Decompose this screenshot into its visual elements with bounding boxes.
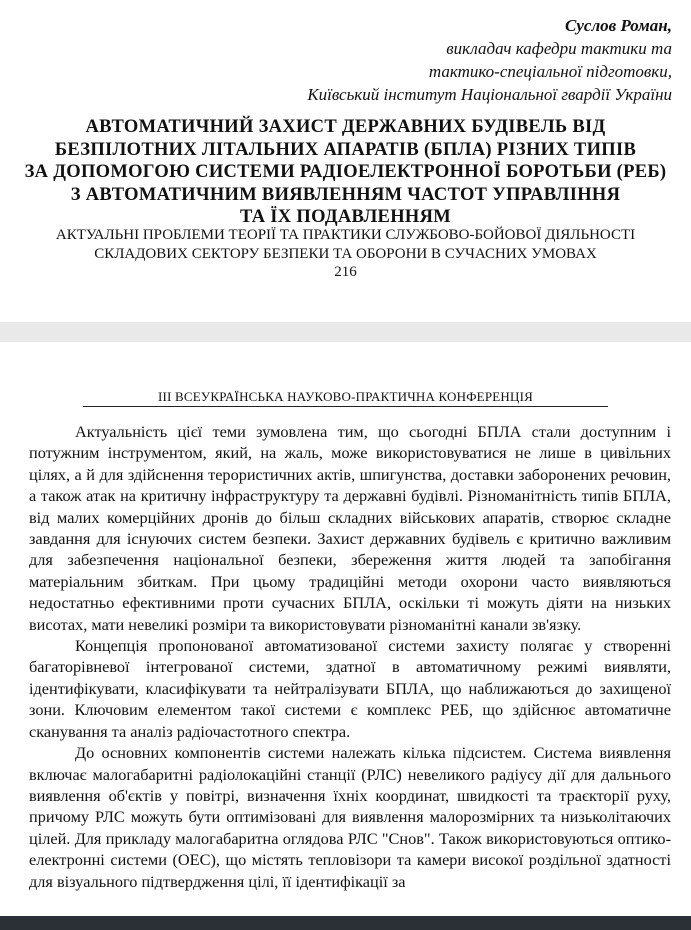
author-position-line-2: тактико-спеціальної підготовки, <box>428 62 672 81</box>
running-head: ІІІ ВСЕУКРАЇНСЬКА НАУКОВО-ПРАКТИЧНА КОНФЕРЕНЦІЯ <box>158 389 533 404</box>
author-institution: Київський інститут Національної гвардії України <box>307 85 672 104</box>
article-title <box>20 116 671 229</box>
author-block <box>307 14 672 106</box>
page-separator <box>0 322 691 342</box>
paragraph: Актуальність цієї теми зумовлена тим, що сьогодні БПЛА стали доступним і потужним інструментом, який, на жаль, може використовуватися не лише в цивільних цілях, а й для здійснення терористичних актів, шпигунства, доставки заборонених речовин, а також атак на критичну інфраструктуру та державні будівлі. Різноманітність типів БПЛА, від малих комерційних дронів до більш складних військових апаратів, створює складне завдання для існуючих систем безпеки. Захист державних будівель є критично важливим для забезпечення національної безпеки, збереження життя людей та запобігання матеріальним збиткам. При цьому традиційні методи охорони часто виявляються недостатньо ефективними проти сучасних БПЛА, оскільки ті можуть діяти на низьких висотах, мати невеликі розміри та використовувати різноманітні канали зв'язку. <box>29 422 671 634</box>
body-text <box>29 421 671 892</box>
page-number: 216 <box>334 264 357 280</box>
title-line: АВТОМАТИЧНИЙ ЗАХИСТ ДЕРЖАВНИХ БУДІВЕЛЬ ВІД <box>85 117 606 137</box>
journal-footer <box>20 226 671 282</box>
title-line: З АВТОМАТИЧНИМ ВИЯВЛЕННЯМ ЧАСТОТ УПРАВЛІННЯ <box>70 184 621 205</box>
title-line: ЗА ДОПОМОГОЮ СИСТЕМИ РАДІОЕЛЕКТРОННОЇ БОРОТЬБИ (РЕБ) <box>24 162 667 182</box>
author-name: Суслов Роман, <box>565 16 672 35</box>
running-head-rule <box>83 406 608 407</box>
title-line: ТА ЇХ ПОДАВЛЕННЯМ <box>240 207 451 227</box>
page-2 <box>0 342 691 916</box>
viewer-bottom-bar <box>0 916 691 930</box>
journal-line-2: СКЛАДОВИХ СЕКТОРУ БЕЗПЕКИ ТА ОБОРОНИ В СУЧАСНИХ УМОВАХ <box>94 245 597 262</box>
paragraph: До основних компонентів системи належать кілька підсистем. Система виявлення включає малогабаритні радіолокаційні станції (РЛС) невеликого радіусу дії для дальнього виявлення об'єктів у повітрі, визначення їхніх координат, швидкості та траєкторії руху, причому РЛС можуть бути оптимізовані для виявлення малорозмірних та низьколітаючих цілей. Для прикладу малогабаритна оглядова РЛС "Снов". Також використовуються оптико-електронні системи (ОЕС), що містять тепловізори та камери високої роздільної здатності для візуального підтвердження цілі, її ідентифікації за <box>29 743 671 891</box>
journal-line-1: АКТУАЛЬНІ ПРОБЛЕМИ ТЕОРІЇ ТА ПРАКТИКИ СЛУЖБОВО-БОЙОВОЇ ДІЯЛЬНОСТІ <box>55 227 636 243</box>
author-position-line-1: викладач кафедри тактики та <box>446 39 672 58</box>
paragraph: Концепція пропонованої автоматизованої системи захисту полягає у створенні багаторівневої інтегрованої системи, здатної в автоматичному режимі виявляти, ідентифікувати, класифікувати та нейтралізувати БПЛА, що наближаються до захищеної зони. Ключовим елементом такої системи є комплекс РЕБ, що здійснює автоматичне сканування та аналіз радіочастотного спектра. <box>29 636 671 741</box>
title-line: БЕЗПІЛОТНИХ ЛІТАЛЬНИХ АПАРАТІВ (БПЛА) РІЗНИХ ТИПІВ <box>54 139 637 160</box>
page-1 <box>0 0 691 322</box>
